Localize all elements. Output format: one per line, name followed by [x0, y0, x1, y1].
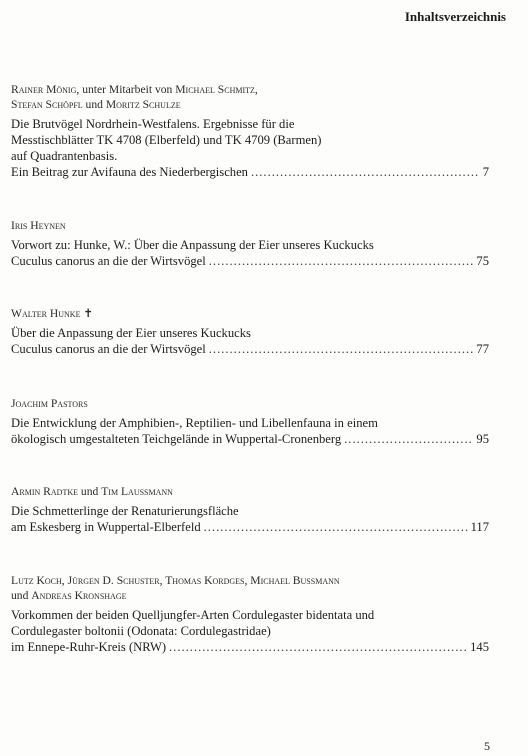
toc-entry [11, 82, 489, 180]
author-name: Andreas Kronshage [31, 589, 127, 602]
entry-title-line: Messtischblätter TK 4708 (Elberfeld) und TK 4709 (Barmen) [11, 133, 322, 147]
entry-title-text: Ein Beitrag zur Avifauna des Niederbergischen [11, 165, 248, 179]
entry-authors [11, 306, 489, 321]
entry-title-text: am Eskesberg in Wuppertal-Elberfeld [11, 520, 201, 534]
entry-title-last-line [11, 519, 489, 535]
entry-title-line: Cordulegaster boltonii (Odonata: Cordulegastridae) [11, 624, 271, 638]
toc-entry [11, 396, 489, 447]
author-name: Lutz Koch, Jürgen D. Schuster, Thomas Kordges, Michael Bußmann [11, 574, 340, 587]
entry-title-last-line [11, 164, 489, 180]
entry-title-text: ökologisch umgestalteten Teichgelände in Wuppertal-Cronenberg [11, 432, 342, 446]
entry-title-line: auf Quadrantenbasis. [11, 149, 118, 163]
entry-title-last-line [11, 639, 489, 655]
entry-title-line: Die Entwicklung der Amphibien-, Reptilien- und Libellenfauna in einem [11, 416, 378, 430]
leader-dots [344, 431, 473, 447]
leader-dots [169, 639, 467, 655]
page-heading: Inhaltsverzeichnis [404, 9, 506, 24]
entry-title-line: Die Schmetterlinge der Renaturierungsfläche [11, 504, 239, 518]
entry-page-number: 145 [470, 640, 489, 654]
entry-title-last-line [11, 341, 489, 357]
entry-title-last-line [11, 253, 489, 269]
entry-authors [11, 82, 489, 112]
entry-authors [11, 396, 489, 411]
entry-authors [11, 573, 489, 603]
author-joiner: und [78, 485, 102, 498]
entry-authors [11, 218, 489, 233]
entry-title-line: Über die Anpassung der Eier unseres Kuckucks [11, 326, 251, 340]
author-name: Tim Laussmann [101, 485, 173, 498]
author-name: Michael Schmitz [175, 83, 255, 96]
author-joiner: , unter Mitarbeit von [76, 83, 176, 96]
entry-page-number: 7 [482, 165, 489, 179]
entry-title-last-line [11, 431, 489, 447]
leader-dots [251, 164, 480, 180]
entry-title-text: Cuculus canorus an die der Wirtsvögel [11, 254, 206, 268]
author-name: Armin Radtke [11, 485, 79, 498]
toc-entry [11, 573, 489, 655]
entry-title-line: Die Brutvögel Nordrhein-Westfalens. Ergebnisse für die [11, 117, 295, 131]
entry-title-text: im Ennepe-Ruhr-Kreis (NRW) [11, 640, 167, 654]
leader-dots [204, 519, 468, 535]
entry-page-number: 95 [476, 432, 489, 446]
toc-entry [11, 306, 489, 357]
toc-entry [11, 484, 489, 535]
author-joiner: und [11, 589, 32, 602]
author-name: Rainer Mönig [11, 83, 77, 96]
entry-title-line: Vorkommen der beiden Quelljungfer-Arten Cordulegaster bidentata und [11, 608, 375, 622]
toc-entry [11, 218, 489, 269]
author-name: Moritz Schulze [105, 98, 181, 111]
author-name: Joachim Pastors [11, 397, 88, 410]
entry-authors [11, 484, 489, 499]
author-name: Walter Hunke ✝ [11, 307, 94, 320]
author-joiner: , [254, 83, 258, 96]
leader-dots [209, 253, 474, 269]
entry-page-number: 117 [470, 520, 489, 534]
leader-dots [209, 341, 474, 357]
entry-page-number: 77 [476, 342, 489, 356]
author-joiner: und [82, 98, 106, 111]
entry-title-text: Cuculus canorus an die der Wirtsvögel [11, 342, 206, 356]
page-number: 5 [484, 739, 490, 753]
entry-title-line: Vorwort zu: Hunke, W.: Über die Anpassung der Eier unseres Kuckucks [11, 238, 374, 252]
author-name: Iris Heynen [11, 219, 66, 232]
entry-page-number: 75 [476, 254, 489, 268]
author-name: Stefan Schöpfl [11, 98, 83, 111]
